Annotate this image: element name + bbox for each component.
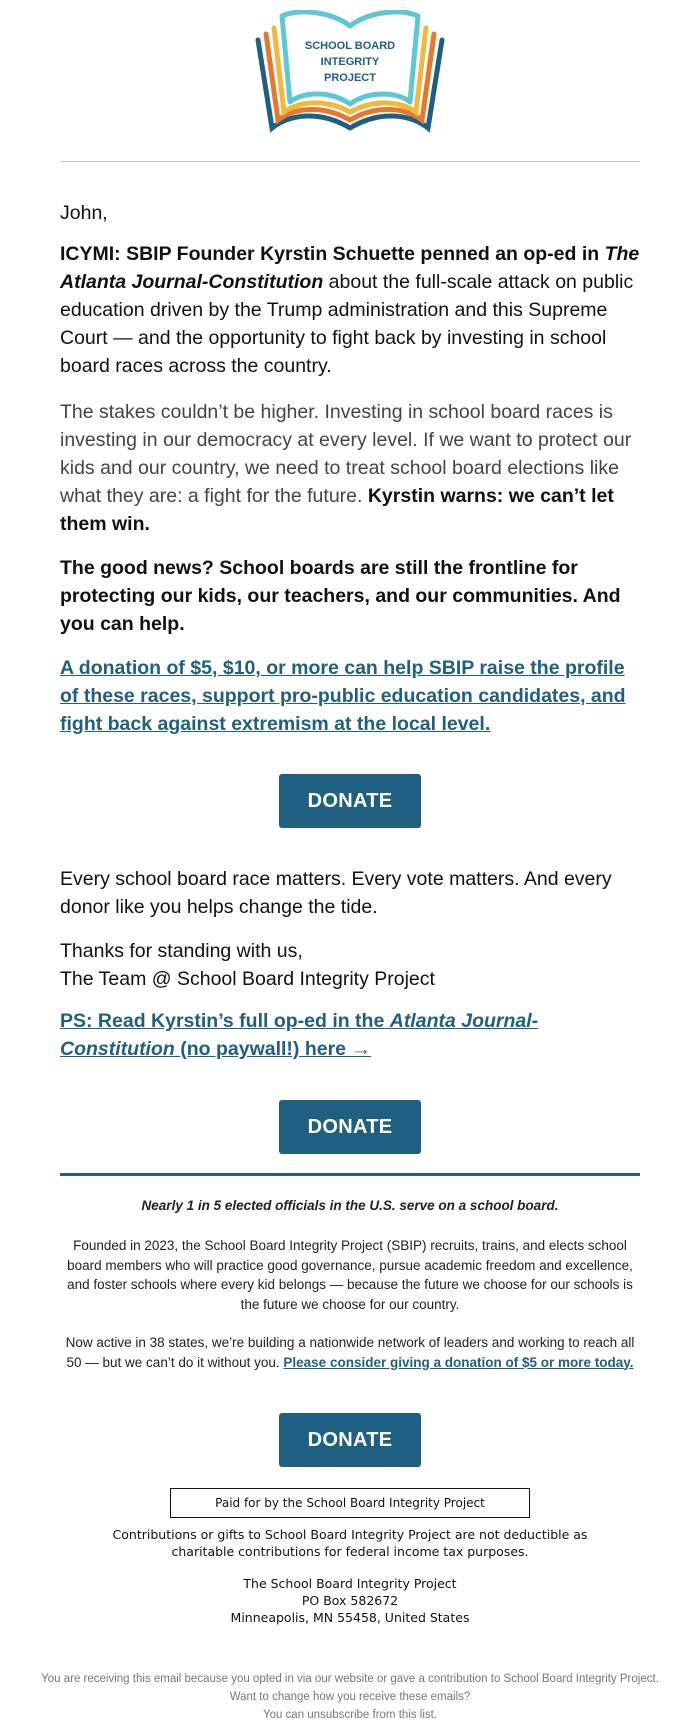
footer-divider (60, 1173, 640, 1176)
ps-publication: Atlanta Journal-Constitution (60, 1010, 539, 1060)
active-donate-link[interactable]: Please consider giving a donation of $5 or more today. (283, 1354, 634, 1370)
address-city: Minneapolis, MN 55458, United States (230, 1610, 470, 1625)
active-text: Now active in 38 states, we’re building a nationwide network of leaders and working to reach all 50 — but we can’t do it without you. (65, 1335, 635, 1370)
logo-line-1: SCHOOL BOARD (304, 40, 396, 52)
footer-tagline: Nearly 1 in 5 elected officials in the U.S. serve on a school board. (141, 1198, 559, 1213)
signoff-line-1: Thanks for standing with us, (60, 940, 303, 962)
signoff (60, 937, 640, 993)
greeting: John, (60, 202, 108, 224)
donation-link[interactable]: A donation of $5, $10, or more can help SBIP raise the profile of these races, support pro-public education candidates, and fight back against extremism at the local level. (60, 657, 626, 735)
ps-link[interactable] (60, 1010, 538, 1060)
logo-line-3: PROJECT (324, 72, 376, 84)
donate-button[interactable]: DONATE (279, 1413, 421, 1467)
intro-paragraph (60, 240, 640, 380)
stakes-paragraph (60, 398, 640, 538)
legal-footer (0, 1670, 700, 1724)
every-race-paragraph: Every school board race matters. Every vote matters. And every donor like you helps change the tide. (60, 868, 612, 918)
ps-suffix: (no paywall!) here → (180, 1038, 371, 1060)
contributions-notice (60, 1526, 640, 1560)
logo-line-2: INTEGRITY (320, 56, 380, 68)
legal-reason: You are receiving this email because you opted in via our website or gave a contribution to School Board Integrity Project. (41, 1673, 659, 1685)
intro-rest: about the full-scale attack on public education driven by the Trump administration and this Supreme Court — and the opportunity to fight back by investing in school board races across the country. (60, 271, 634, 377)
signoff-line-2: The Team @ School Board Integrity Project (60, 968, 435, 990)
sbip-logo (60, 10, 640, 145)
donate-button[interactable]: DONATE (279, 1100, 421, 1154)
ps-paragraph (60, 1007, 640, 1063)
mailing-address (60, 1575, 640, 1626)
paid-for-disclaimer: Paid for by the School Board Integrity Project (170, 1488, 530, 1518)
contrib-line-2: charitable contributions for federal income tax purposes. (171, 1544, 529, 1559)
footer-active (60, 1333, 640, 1372)
donate-button[interactable]: DONATE (279, 774, 421, 828)
unsubscribe-link[interactable]: You can unsubscribe from this list. (262, 1709, 438, 1721)
contrib-line-1: Contributions or gifts to School Board Integrity Project are not deductible as (112, 1527, 588, 1542)
stakes-text: The stakes couldn’t be higher. Investing in school board races is investing in our democracy at every level. If we want to protect our kids and our country, we need to treat school board elections like what they are: a fight for the future. (60, 401, 632, 507)
stakes-bold: Kyrstin warns: we can’t let them win. (60, 485, 614, 535)
preferences-link[interactable]: Want to change how you receive these emails? (229, 1691, 471, 1703)
address-name: The School Board Integrity Project (243, 1576, 457, 1591)
address-po: PO Box 582672 (301, 1593, 399, 1608)
donation-paragraph (60, 654, 640, 738)
header-divider (60, 161, 640, 162)
book-logo-icon (250, 10, 450, 145)
ps-prefix: PS: Read Kyrstin’s full op-ed in the (60, 1010, 385, 1032)
good-news-paragraph: The good news? School boards are still the frontline for protecting our kids, our teachers, and our communities. And you can help. (60, 557, 621, 635)
intro-lead: ICYMI: SBIP Founder Kyrstin Schuette penned an op-ed in (60, 243, 600, 265)
footer-about: Founded in 2023, the School Board Integrity Project (SBIP) recruits, trains, and elects school board members who will practice good governance, pursue academic freedom and excellence, and foster schools where every kid belongs — because the future we choose for our schools is the future we choose for our country. (67, 1238, 633, 1312)
publication-name: The Atlanta Journal-Constitution (60, 243, 640, 293)
